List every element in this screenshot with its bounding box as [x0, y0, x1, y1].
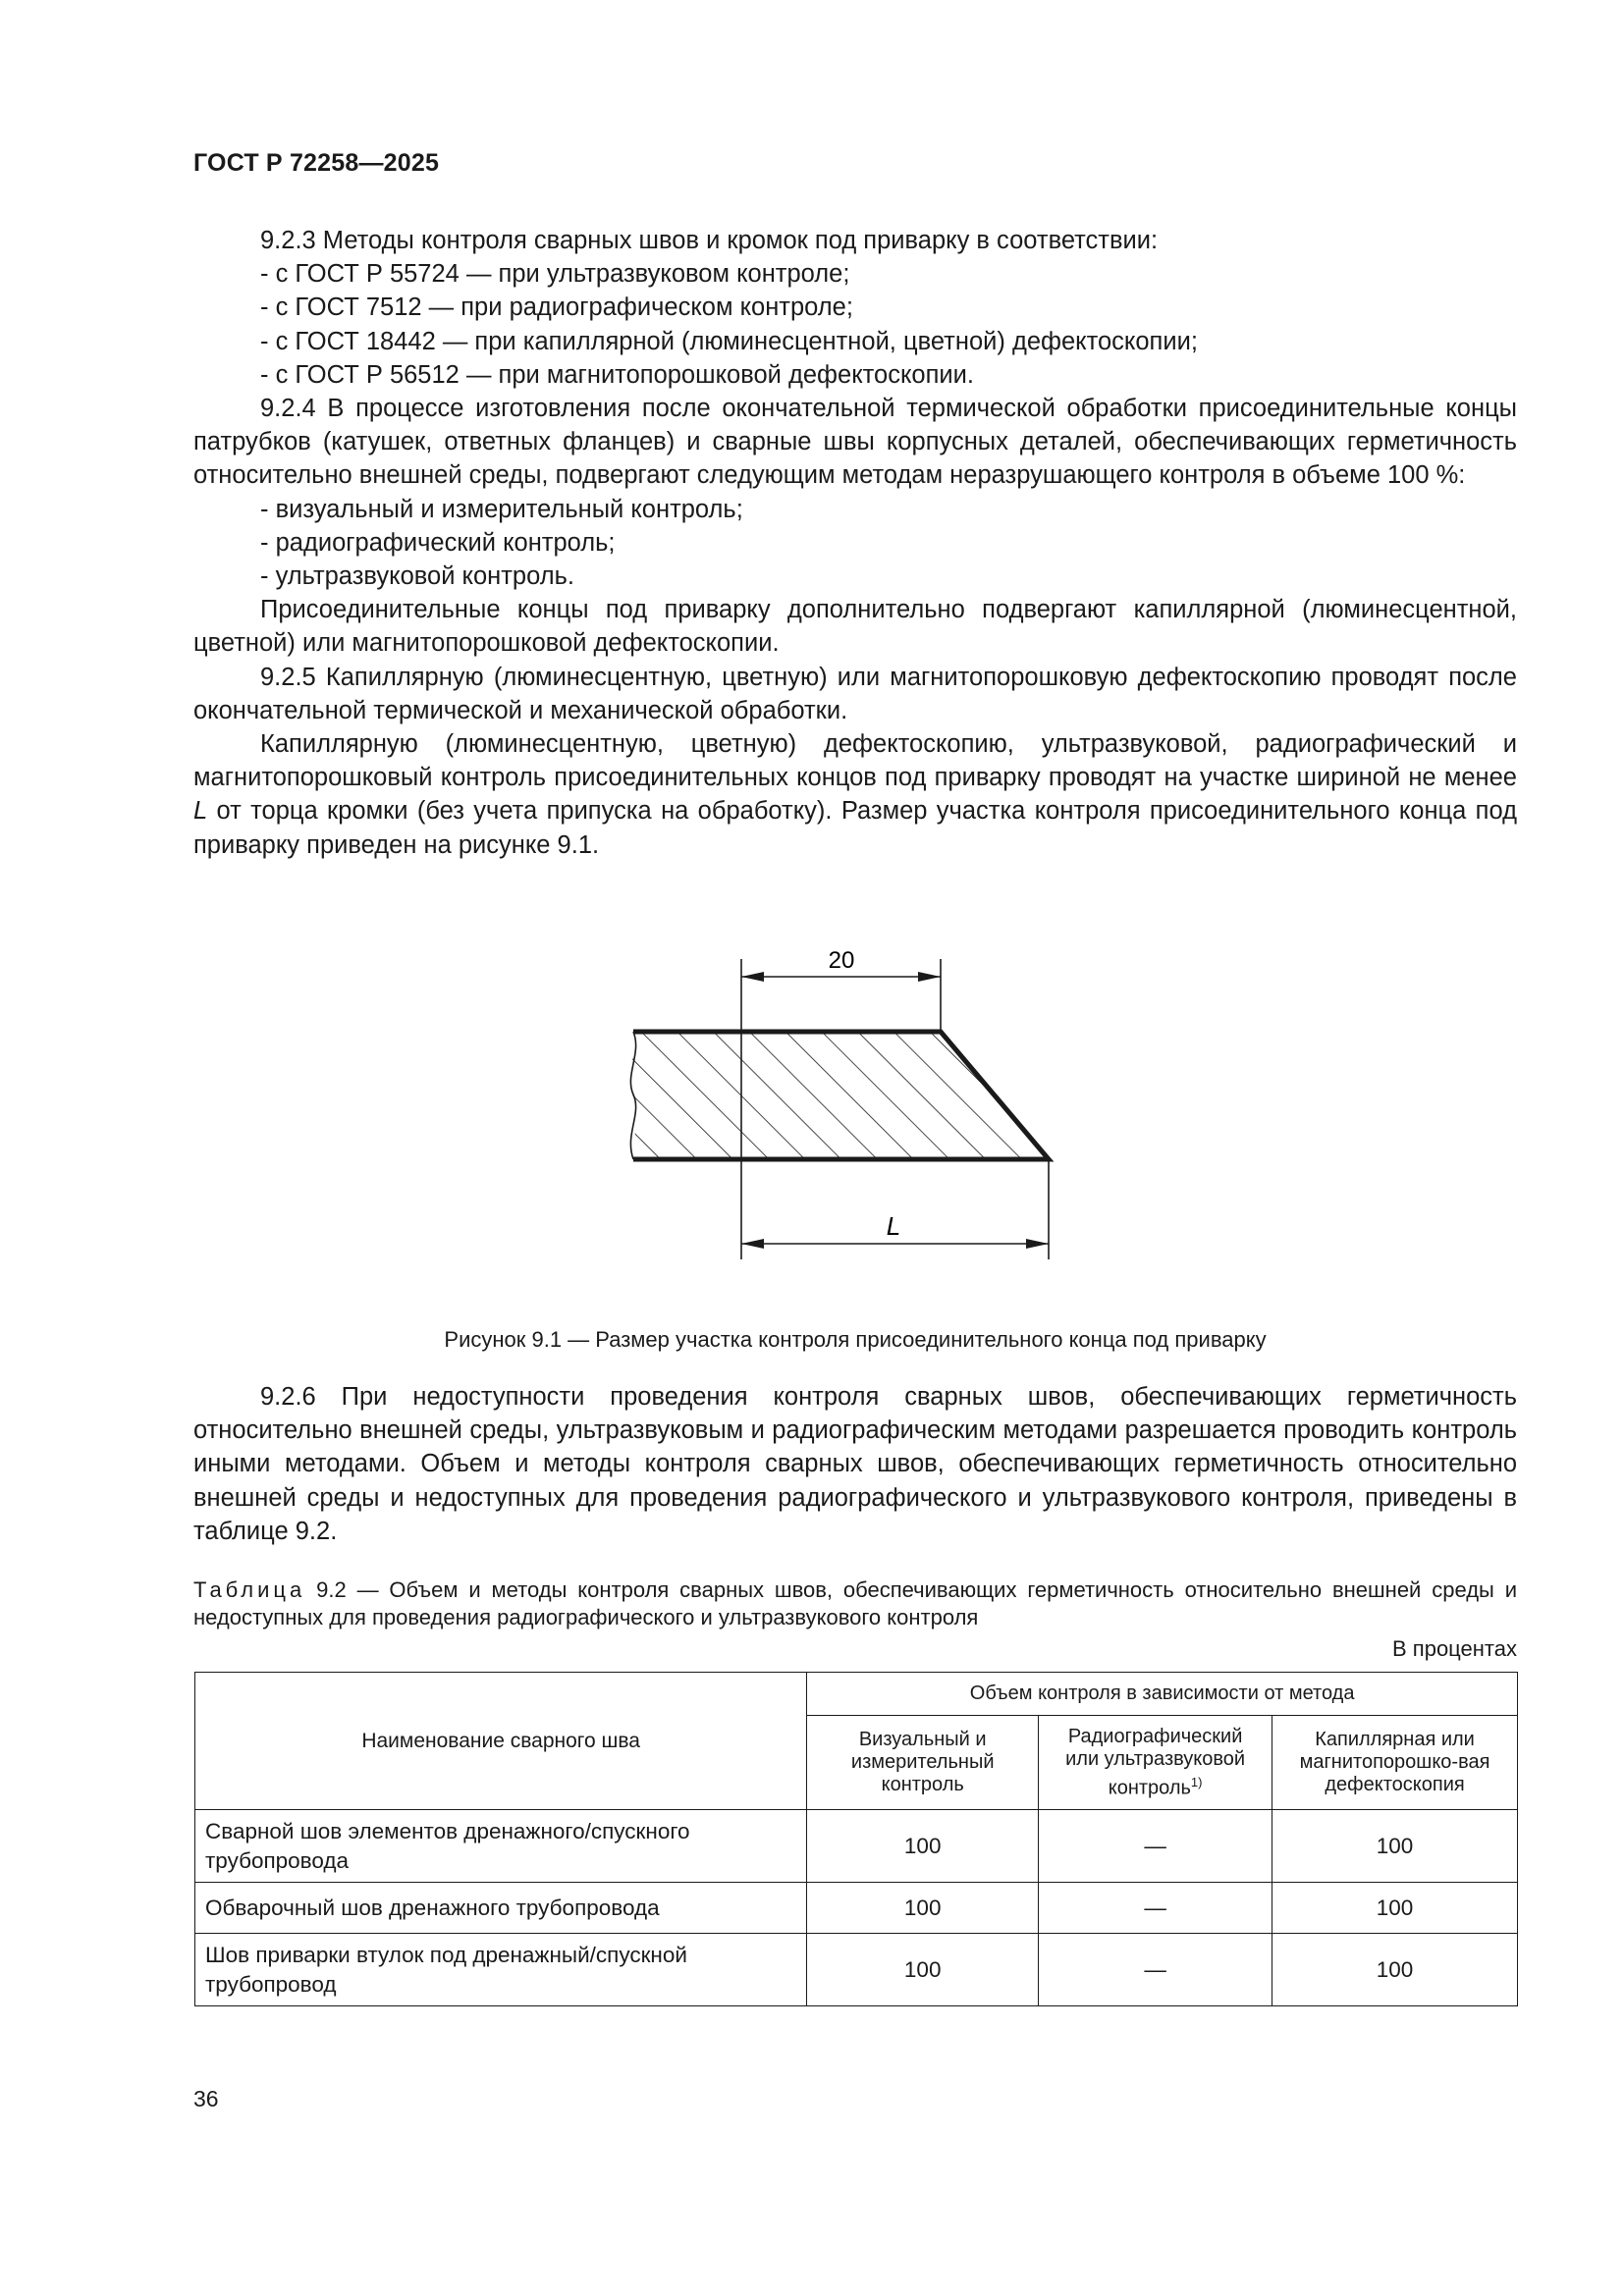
list-item: - радиографический контроль;	[260, 528, 616, 557]
arrowhead-left-icon	[741, 1239, 764, 1249]
capillary-cell: 100	[1272, 1810, 1518, 1883]
table-row	[195, 1883, 1518, 1934]
main-text-block	[193, 224, 1517, 862]
dimension-label-top: 20	[828, 947, 855, 974]
dimension-label-bottom: L	[886, 1211, 901, 1241]
header-capillary: Капиллярная или магнитопорошко-вая дефектоскопия	[1272, 1716, 1518, 1810]
section-923-intro: 9.2.3 Методы контроля сварных швов и кромок под приварку в соответствии:	[260, 227, 1159, 254]
capillary-cell: 100	[1272, 1934, 1518, 2006]
weld-name-cell: Сварной шов элементов дренажного/спускного трубопровода	[195, 1810, 807, 1883]
table-units: В процентах	[1392, 1636, 1517, 1661]
radio-cell: —	[1039, 1810, 1272, 1883]
section-925-p1: 9.2.5 Капиллярную (люминесцентную, цветную) или магнитопорошковую дефектоскопию проводят после окончательной термической и механической обработки.	[193, 663, 1517, 724]
footnote-marker: 1)	[1190, 1774, 1203, 1789]
visual-cell: 100	[807, 1934, 1039, 2006]
list-item: - с ГОСТ Р 55724 — при ультразвуковом контроле;	[260, 260, 850, 289]
section-925-p2	[193, 727, 1517, 862]
header-visual: Визуальный и измерительный контроль	[807, 1716, 1039, 1810]
table-title	[193, 1576, 1517, 1631]
table-title-text: 9.2 — Объем и методы контроля сварных швов, обеспечивающих герметичность относительно внешней среды и недоступных для проведения радиографического и ультразвукового контроля	[193, 1577, 1517, 1629]
page-number: 36	[193, 2086, 219, 2111]
section-925-p2-b: от торца кромки (без учета припуска на обработку). Размер участка контроля присоединительного конца под приварку приведен на рисунке 9.1.	[193, 797, 1517, 859]
variable-l: L	[193, 797, 208, 826]
section-926-text: 9.2.6 При недоступности проведения контроля сварных швов, обеспечивающих герметичность относительно внешней среды, ультразвуковым и радиографическим методами разрешается проводить контроль иными методами. Объем и методы контроля сварных швов, обеспечивающих герметичность относительно внешней среды и недоступных для проведения радиографического и ультразвукового контроля, приведены в таблице 9.2.	[193, 1383, 1517, 1545]
section-924-note: Присоединительные концы под приварку дополнительно подвергают капиллярной (люминесцентной, цветной) или магнитопорошковой дефектоскопии.	[193, 596, 1517, 658]
list-item: - визуальный и измерительный контроль;	[260, 495, 743, 523]
visual-cell: 100	[807, 1810, 1039, 1883]
radio-cell: —	[1039, 1883, 1272, 1934]
list-item: - ультразвуковой контроль.	[260, 562, 574, 591]
control-table	[194, 1672, 1518, 2006]
section-925-p2-a: Капиллярную (люминесцентную, цветную) дефектоскопию, ультразвуковой, радиографический и магнитопорошковый контроль присоединительных концов под приварку проводят на участке шириной не менее	[193, 730, 1517, 792]
weld-name-cell: Шов приварки втулок под дренажный/спускной трубопровод	[195, 1934, 807, 2006]
hatched-section	[630, 1032, 1049, 1159]
radio-cell: —	[1039, 1934, 1272, 2006]
weld-name-cell: Обварочный шов дренажного трубопровода	[195, 1883, 807, 1934]
table-row	[195, 1810, 1518, 1883]
header-group: Объем контроля в зависимости от метода	[807, 1673, 1518, 1716]
list-item: - с ГОСТ 18442 — при капиллярной (люминесцентной, цветной) дефектоскопии;	[260, 327, 1198, 355]
arrowhead-right-icon	[918, 972, 941, 982]
header-radio-text: Радиографический или ультразвуковой контроль	[1065, 1725, 1246, 1799]
header-weld-name: Наименование сварного шва	[195, 1673, 807, 1810]
list-item: - с ГОСТ Р 56512 — при магнитопорошковой дефектоскопии.	[260, 360, 974, 389]
section-926-block	[193, 1380, 1517, 1548]
arrowhead-right-icon	[1026, 1239, 1049, 1249]
section-924-intro: 9.2.4 В процессе изготовления после окончательной термической обработки присоединительные концы патрубков (катушек, ответных фланцев) и сварные швы корпусных деталей, обеспечивающих герметичность относительно внешней среды, подвергают следующим методам неразрушающего контроля в объеме 100 %:	[193, 395, 1517, 490]
weld-end-figure	[619, 937, 1070, 1271]
list-item: - с ГОСТ 7512 — при радиографическом контроле;	[260, 294, 853, 322]
header-radio	[1039, 1716, 1272, 1810]
visual-cell: 100	[807, 1883, 1039, 1934]
table-label: Таблица	[193, 1577, 306, 1602]
document-header: ГОСТ Р 72258—2025	[193, 149, 440, 177]
arrowhead-left-icon	[741, 972, 764, 982]
table-row	[195, 1934, 1518, 2006]
figure-caption: Рисунок 9.1 — Размер участка контроля присоединительного конца под приварку	[444, 1327, 1267, 1352]
capillary-cell: 100	[1272, 1883, 1518, 1934]
